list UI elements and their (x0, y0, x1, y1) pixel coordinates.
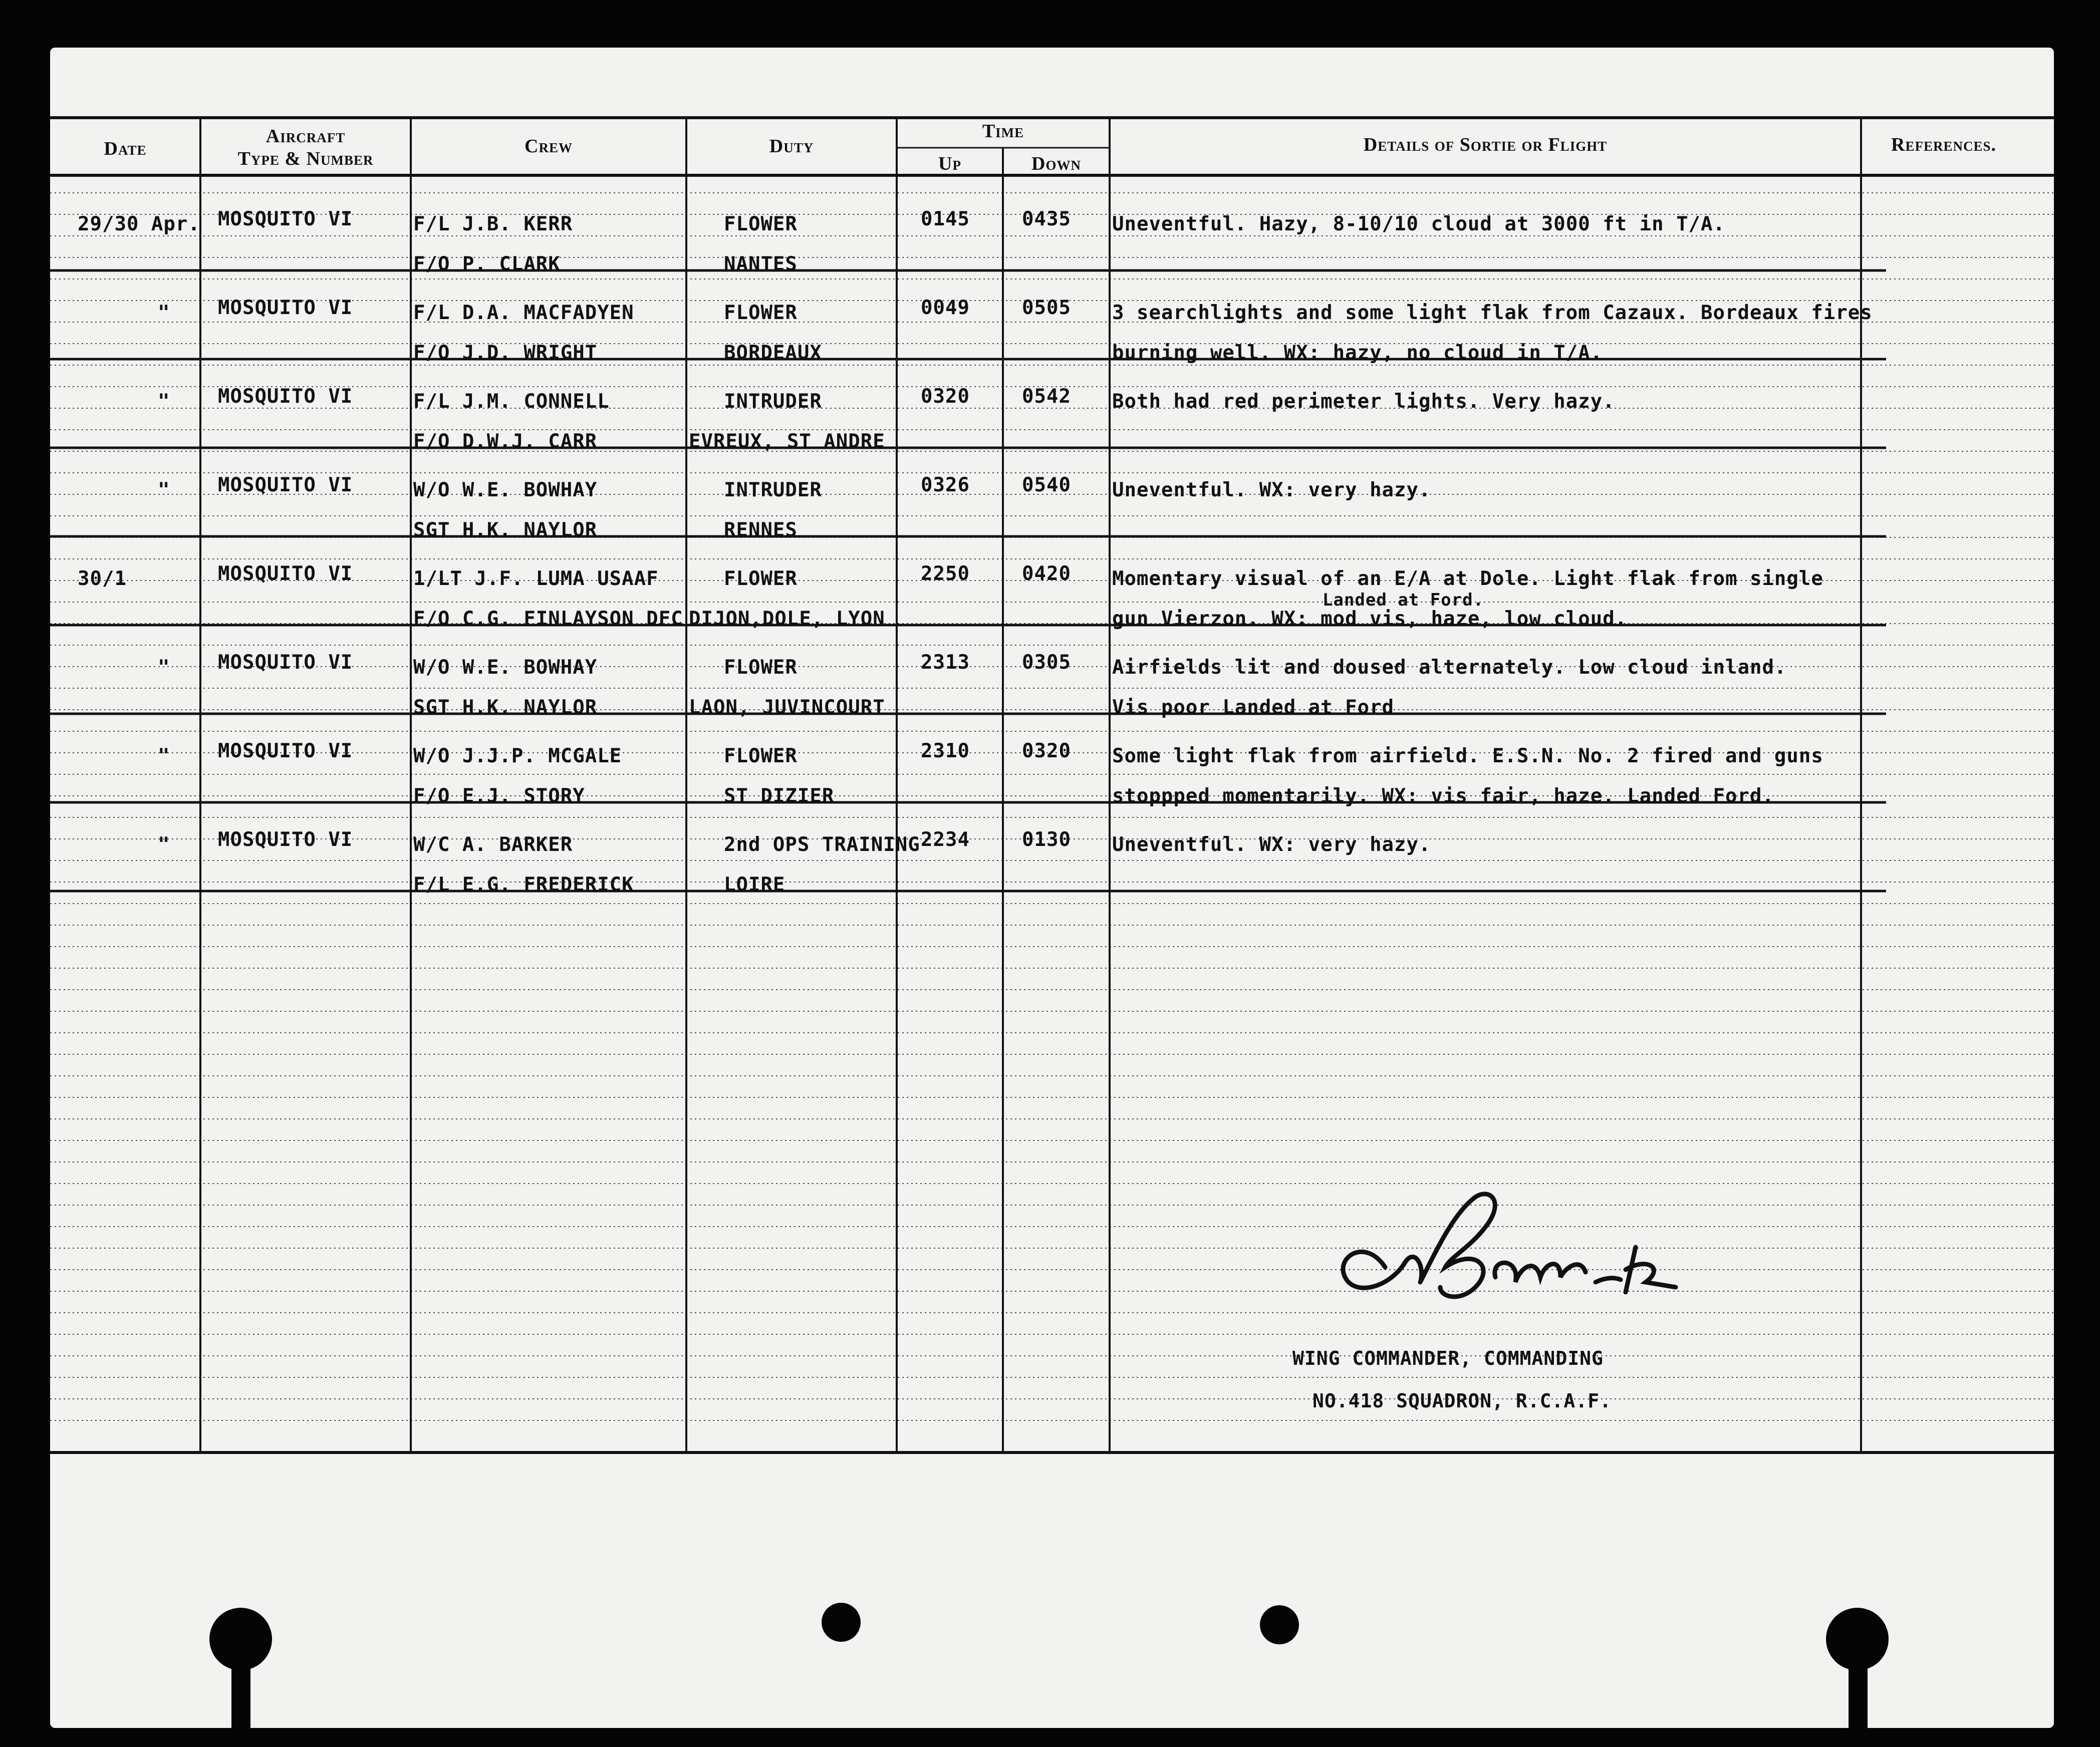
sortie-crew-1: F/L J.B. KERR (413, 213, 573, 235)
sortie-aircraft: MOSQUITO VI (218, 562, 353, 585)
sortie-crew-1: W/O W.E. BOWHAY (413, 479, 598, 501)
sortie-details-2: stoppped momentarily. WX: vis fair, haze. Landed Ford. (1112, 785, 1774, 807)
header-details: Details of Sortie or Flight (1363, 134, 1608, 155)
sortie-crew-2: F/O C.G. FINLAYSON DFC (413, 608, 683, 630)
header-date: Date (104, 138, 147, 159)
sortie-duty-1: INTRUDER (724, 479, 822, 501)
sortie-details-1: Uneventful. WX: very hazy. (1112, 479, 1431, 501)
sortie-crew-1: F/L J.M. CONNELL (413, 390, 610, 413)
sortie-date: 29/30 Apr. (78, 213, 200, 235)
sortie-date: " (158, 479, 170, 501)
sortie-time-up: 0049 (921, 297, 970, 319)
sortie-crew-2: F/O P. CLARK (413, 253, 561, 275)
header-references: References. (1891, 134, 1996, 155)
sortie-time-down: 0320 (1022, 740, 1071, 762)
punch-hole-center-left (822, 1603, 861, 1642)
sortie-time-down: 0505 (1022, 297, 1071, 319)
sortie-details-2: burning well. WX: hazy, no cloud in T/A. (1112, 342, 1603, 364)
sortie-aircraft: MOSQUITO VI (218, 385, 353, 408)
sortie-time-down: 0540 (1022, 474, 1071, 496)
punch-hole-left (209, 1608, 272, 1670)
sortie-duty-2: NANTES (724, 253, 798, 275)
sortie-time-down: 0420 (1022, 562, 1071, 585)
sortie-crew-1: W/O W.E. BOWHAY (413, 656, 598, 679)
header-crew: Crew (524, 136, 573, 157)
sortie-details-1: Airfields lit and doused alternately. Low cloud inland. (1112, 656, 1787, 679)
sortie-time-up: 0145 (921, 208, 970, 230)
sortie-details-1: Both had red perimeter lights. Very hazy. (1112, 390, 1615, 413)
sortie-duty-2: LOIRE (724, 874, 785, 896)
header-aircraft-line1: Aircraft (266, 126, 346, 147)
sortie-time-up: 2234 (921, 828, 970, 851)
sortie-crew-2: F/O J.D. WRIGHT (413, 342, 598, 364)
sortie-time-up: 2310 (921, 740, 970, 762)
sortie-duty-1: 2nd OPS TRAINING (724, 833, 920, 856)
signature (1325, 1182, 1756, 1347)
sortie-duty-1: FLOWER (724, 567, 798, 590)
sortie-crew-1: F/L D.A. MACFADYEN (413, 302, 634, 324)
sortie-duty-2: RENNES (724, 519, 798, 541)
sortie-duty-1: INTRUDER (724, 390, 822, 413)
sortie-aircraft: MOSQUITO VI (218, 474, 353, 496)
header-duty: Duty (769, 136, 814, 157)
sortie-crew-1: 1/LT J.F. LUMA USAAF (413, 567, 659, 590)
sortie-time-down: 0435 (1022, 208, 1071, 230)
sortie-duty-2: EVREUX, ST ANDRE (689, 430, 885, 453)
sortie-crew-1: W/O J.J.P. MCGALE (413, 745, 622, 767)
sortie-date: " (158, 833, 170, 856)
sortie-duty-2: DIJON,DOLE, LYON (689, 608, 885, 630)
sortie-aircraft: MOSQUITO VI (218, 208, 353, 230)
sortie-duty-1: FLOWER (724, 213, 798, 235)
sortie-crew-2: F/O E.J. STORY (413, 785, 585, 807)
signature-unit: NO.418 SQUADRON, R.C.A.F. (1312, 1390, 1612, 1412)
sortie-crew-1: W/C A. BARKER (413, 833, 573, 856)
sortie-details-1: 3 searchlights and some light flak from Cazaux. Bordeaux fires (1112, 302, 1873, 324)
sortie-details-1: Uneventful. Hazy, 8-10/10 cloud at 3000 ft in T/A. (1112, 213, 1725, 235)
header-time: Time (982, 121, 1024, 142)
sortie-details-note: Landed at Ford. (1323, 590, 1484, 610)
sortie-time-down: 0130 (1022, 828, 1071, 851)
sortie-date: " (158, 302, 170, 324)
sortie-details-1: Some light flak from airfield. E.S.N. No. 2 fired and guns (1112, 745, 1823, 767)
sortie-time-up: 0320 (921, 385, 970, 408)
sortie-time-down: 0305 (1022, 651, 1071, 674)
sortie-aircraft: MOSQUITO VI (218, 828, 353, 851)
sortie-time-up: 2250 (921, 562, 970, 585)
log-sheet (50, 48, 2054, 1728)
sortie-details-1: Momentary visual of an E/A at Dole. Light flak from single (1112, 567, 1823, 590)
sortie-duty-2: ST DIZIER (724, 785, 835, 807)
sortie-duty-2: LAON, JUVINCOURT (689, 696, 885, 719)
sortie-duty-1: FLOWER (724, 656, 798, 679)
sortie-aircraft: MOSQUITO VI (218, 297, 353, 319)
sortie-duty-1: FLOWER (724, 302, 798, 324)
sortie-date: " (158, 656, 170, 679)
signature-title: WING COMMANDER, COMMANDING (1292, 1347, 1604, 1369)
sortie-crew-2: F/O D.W.J. CARR (413, 430, 598, 453)
header-aircraft-line2: Type & Number (237, 148, 374, 169)
punch-hole-center-right (1260, 1605, 1299, 1644)
sortie-crew-2: F/L E.G. FREDERICK (413, 874, 634, 896)
sortie-date: 30/1 (78, 567, 127, 590)
header-time-down: Down (1031, 153, 1081, 174)
sortie-crew-2: SGT H.K. NAYLOR (413, 519, 598, 541)
sortie-duty-2: BORDEAUX (724, 342, 822, 364)
sortie-time-down: 0542 (1022, 385, 1071, 408)
sortie-aircraft: MOSQUITO VI (218, 740, 353, 762)
sortie-aircraft: MOSQUITO VI (218, 651, 353, 674)
sortie-time-up: 2313 (921, 651, 970, 674)
sortie-time-up: 0326 (921, 474, 970, 496)
sortie-date: " (158, 745, 170, 767)
sortie-date: " (158, 390, 170, 413)
punch-hole-right (1826, 1608, 1889, 1670)
sortie-duty-1: FLOWER (724, 745, 798, 767)
sortie-crew-2: SGT H.K. NAYLOR (413, 696, 598, 719)
sortie-details-2: Vis poor Landed at Ford (1112, 696, 1395, 719)
punch-tab-right (1849, 1665, 1868, 1728)
sortie-details-1: Uneventful. WX: very hazy. (1112, 833, 1431, 856)
sortie-details-2: gun Vierzon. WX: mod vis, haze, low cloud. (1112, 608, 1628, 630)
header-time-up: Up (938, 153, 961, 174)
punch-tab-left (231, 1665, 250, 1728)
